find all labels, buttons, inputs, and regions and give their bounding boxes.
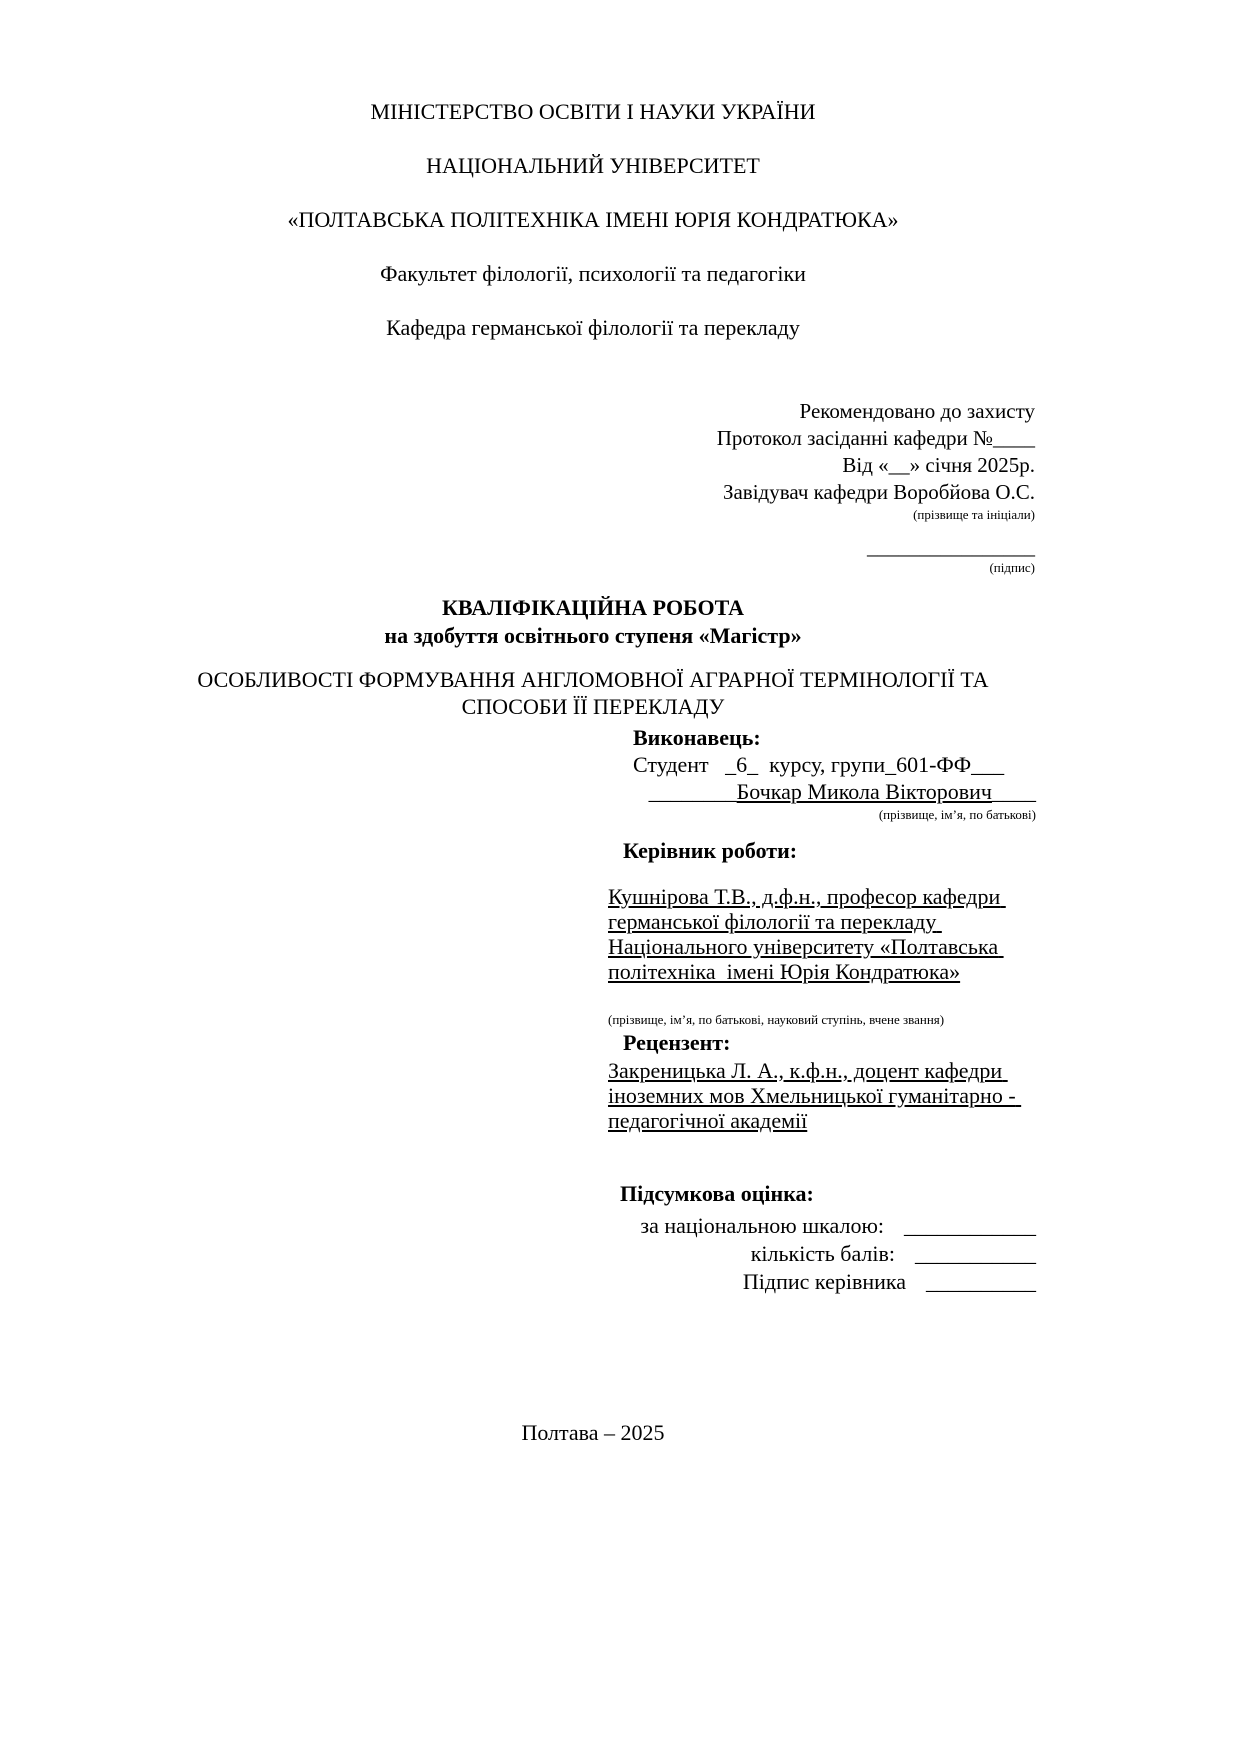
- grade-label: Підсумкова оцінка:: [620, 1181, 814, 1206]
- signature-blank-line: ________________: [867, 535, 1035, 559]
- approval-line-recommended: Рекомендовано до захисту: [799, 399, 1035, 423]
- grade-supervisor-signature-blank: __________: [926, 1269, 1036, 1294]
- executor-block: [608, 724, 1036, 825]
- approval-block: [717, 398, 1035, 524]
- executor-label: Виконавець:: [633, 725, 761, 750]
- topic-line1: ОСОБЛИВОСТІ ФОРМУВАННЯ АНГЛОМОВНОЇ АГРАРНОЇ ТЕРМІНОЛОГІЇ ТА: [197, 667, 989, 692]
- work-title-line1: КВАЛІФІКАЦІЙНА РОБОТА: [441, 595, 745, 620]
- supervisor-text: Кушнірова Т.В., д.ф.н., професор кафедри германської філології та перекладу Національного університету «Полтавська політехніка імені Юрія Кондратюка»: [608, 884, 1006, 984]
- signature-note: (підпис): [989, 560, 1035, 575]
- institution-header: [150, 100, 1036, 370]
- work-title-line2: на здобуття освітнього ступеня «Магістр»: [384, 623, 802, 648]
- grade-block: [608, 1180, 1036, 1296]
- grade-national-scale-blank: ____________: [904, 1213, 1036, 1238]
- footer-block: [150, 1420, 1036, 1446]
- executor-name-line: [608, 778, 1036, 805]
- signature-block: [867, 535, 1035, 577]
- grade-points-line: [608, 1240, 1036, 1268]
- grade-supervisor-signature-line: [608, 1268, 1036, 1296]
- faculty-line: Факультет філології, психології та педагогіки: [380, 261, 806, 286]
- supervisor-block: [608, 838, 1036, 1028]
- approval-line-head: Завідувач кафедри Воробйова О.С.: [722, 480, 1035, 504]
- topic-block: [150, 666, 1036, 720]
- reviewer-block: [608, 1030, 1036, 1133]
- executor-name-prefix: ________: [648, 779, 737, 804]
- university-name-line1: НАЦІОНАЛЬНИЙ УНІВЕРСИТЕТ: [426, 153, 760, 178]
- topic-line2: СПОСОБИ ЇЇ ПЕРЕКЛАДУ: [461, 694, 725, 719]
- grade-national-scale-label: за національною шкалою:: [640, 1213, 884, 1238]
- executor-name-suffix: ____: [992, 779, 1036, 804]
- grade-national-scale-line: [608, 1212, 1036, 1240]
- supervisor-note: (прізвище, ім’я, по батькові, науковий ступінь, вчене звання): [608, 1012, 945, 1027]
- executor-name: Бочкар Микола Вікторович: [736, 779, 992, 804]
- grade-points-label: кількість балів:: [750, 1241, 895, 1266]
- work-title-block: [150, 594, 1036, 650]
- grade-supervisor-signature-label: Підпис керівника: [742, 1269, 906, 1294]
- approval-line-protocol: Протокол засіданні кафедри №____: [716, 426, 1035, 450]
- grade-points-blank: ___________: [915, 1241, 1036, 1266]
- department-line: Кафедра германської філології та перекладу: [386, 315, 800, 340]
- executor-student-line: Студент _6_ курсу, групи_601-ФФ___: [633, 752, 1005, 777]
- supervisor-label: Керівник роботи:: [623, 838, 798, 863]
- executor-note: (прізвище, ім’я, по батькові): [878, 807, 1036, 822]
- city-year-line: Полтава – 2025: [521, 1420, 665, 1445]
- approval-line-date: Від «__» січня 2025р.: [842, 453, 1035, 477]
- reviewer-text: Закреницька Л. А., к.ф.н., доцент кафедри іноземних мов Хмельницької гуманітарно - педагогічної академії: [608, 1058, 1022, 1133]
- ministry-line: МІНІСТЕРСТВО ОСВІТИ І НАУКИ УКРАЇНИ: [370, 99, 816, 124]
- reviewer-label: Рецензент:: [623, 1030, 731, 1055]
- university-name-line2: «ПОЛТАВСЬКА ПОЛІТЕХНІКА ІМЕНІ ЮРІЯ КОНДРАТЮКА»: [287, 207, 899, 232]
- approval-note-name: (прізвище та ініціали): [913, 507, 1035, 522]
